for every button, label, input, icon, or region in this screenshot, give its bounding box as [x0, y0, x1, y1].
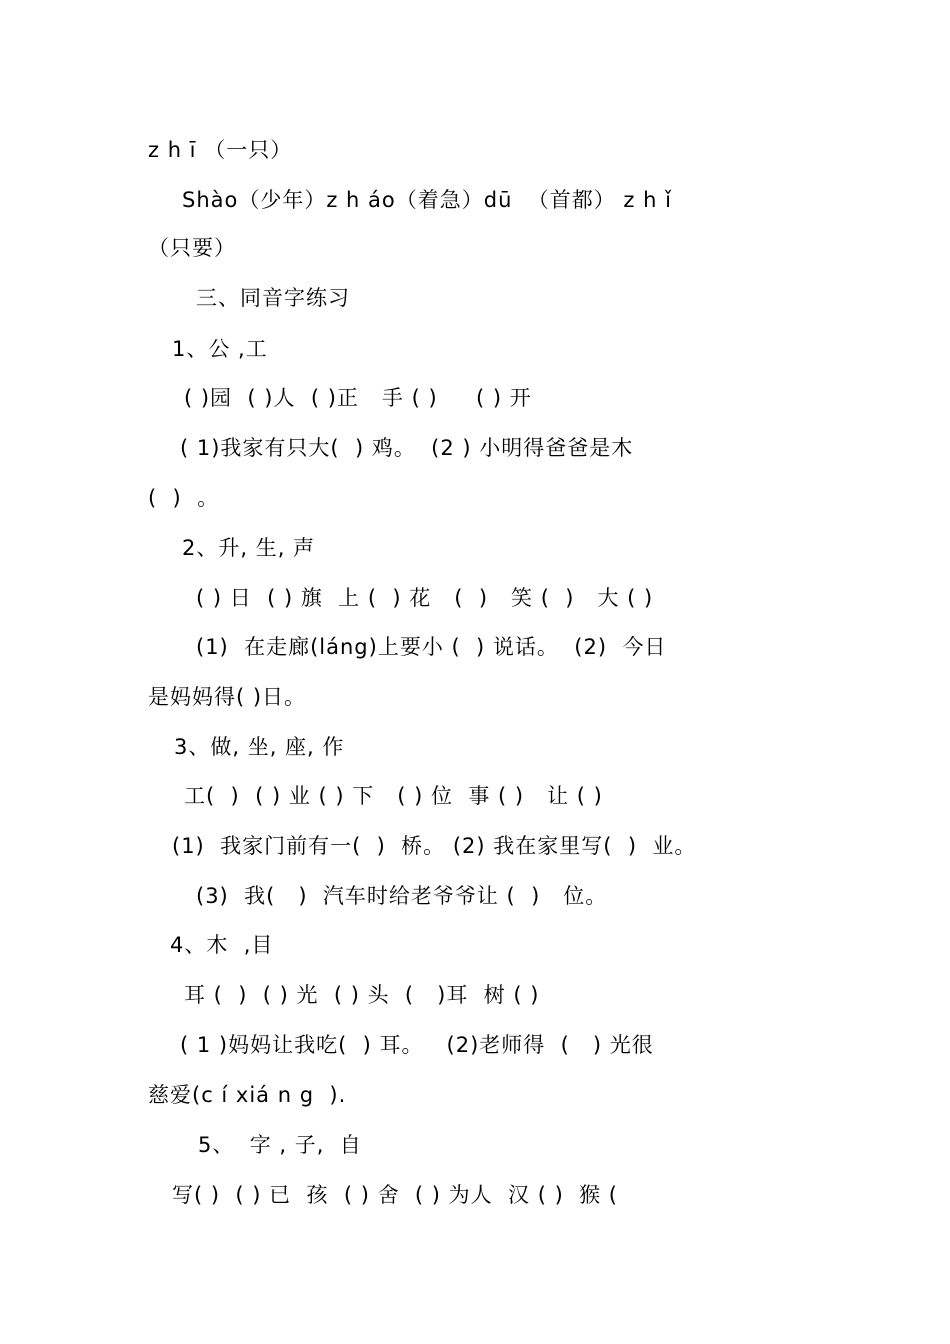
exercise-1-blanks: ( )园 ( )人 ( )正 手 ( ) ( ) 开 — [184, 386, 532, 410]
exercise-2-title: 2、升, 生, 声 — [182, 536, 316, 560]
exercise-5-title: 5、 字 , 子, 自 — [198, 1133, 362, 1157]
pinyin-line-1: z h ī （一只） — [148, 138, 293, 162]
exercise-2-sentence-cont: 是妈妈得( )日。 — [148, 685, 307, 709]
exercise-3-blanks: 工( ) ( ) 业 ( ) 下 ( ) 位 事 ( ) 让 ( ) — [184, 784, 603, 808]
exercise-4-blanks: 耳 ( ) ( ) 光 ( ) 头 ( )耳 树 ( ) — [184, 983, 540, 1007]
exercise-4-title: 4、木 ,目 — [170, 933, 274, 957]
exercise-1-sentence-cont: ( ) 。 — [148, 486, 220, 510]
exercise-3-sentence-2: (3) 我( ) 汽车时给老爷爷让 ( ) 位。 — [196, 884, 608, 908]
exercise-2-blanks: ( ) 日 ( ) 旗 上 ( ) 花 ( ) 笑 ( ) 大 ( ) — [196, 586, 654, 610]
exercise-1-sentence: ( 1)我家有只大( ) 鸡。 (2 ) 小明得爸爸是木 — [180, 436, 634, 460]
pinyin-line-3: （只要） — [148, 236, 236, 260]
exercise-3-sentence-1: (1) 我家门前有一( ) 桥。 (2) 我在家里写( ) 业。 — [172, 834, 697, 858]
exercise-1-title: 1、公 ,工 — [172, 337, 268, 361]
exercise-4-sentence: ( 1 )妈妈让我吃( ) 耳。 (2)老师得 ( ) 光很 — [180, 1033, 654, 1057]
section-heading: 三、同音字练习 — [196, 286, 350, 310]
exercise-5-blanks: 写( ) ( ) 已 孩 ( ) 舍 ( ) 为人 汉 ( ) 猴 ( — [172, 1183, 618, 1207]
exercise-4-sentence-cont: 慈爱(c í xiá n g ). — [148, 1083, 347, 1107]
pinyin-line-2: Shào（少年）z h áo（着急）dū （首都） z h ǐ — [182, 188, 672, 212]
exercise-2-sentence: (1) 在走廊(láng)上要小 ( ) 说话。 (2) 今日 — [196, 635, 667, 659]
exercise-3-title: 3、做, 坐, 座, 作 — [174, 735, 345, 759]
